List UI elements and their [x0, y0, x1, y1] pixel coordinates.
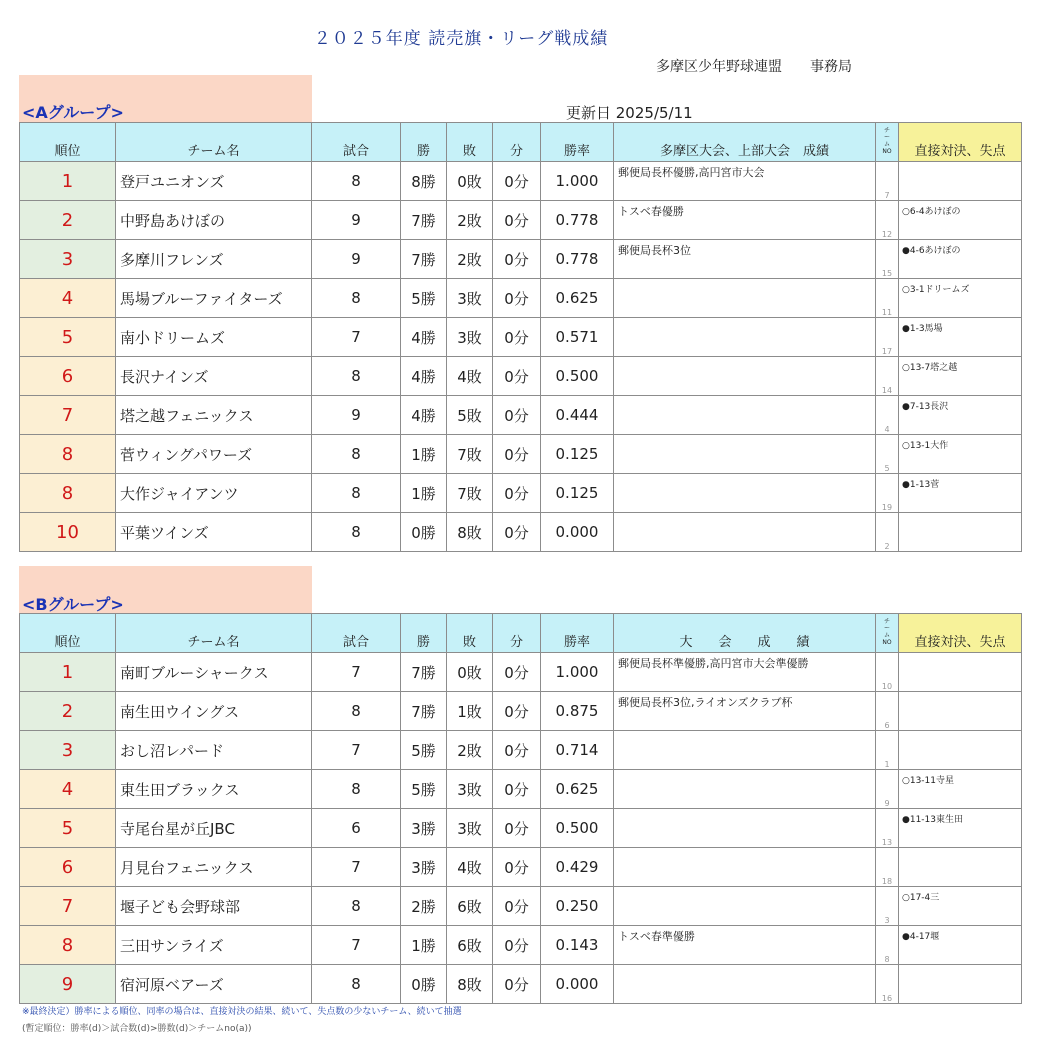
results-cell: 郵便局長杯優勝,高円宮市大会 — [614, 162, 876, 201]
rank-cell: 2 — [20, 692, 116, 731]
games-cell: 8 — [312, 357, 401, 396]
loss-header: 敗 — [447, 614, 493, 653]
table-row — [20, 357, 1022, 396]
win-cell: 5勝 — [401, 731, 447, 770]
team-cell: おし沼レパード — [116, 731, 312, 770]
table-row — [20, 731, 1022, 770]
group-a-label: <Aグループ> — [22, 103, 124, 122]
loss-cell: 3敗 — [447, 279, 493, 318]
games-cell: 8 — [312, 513, 401, 552]
loss-cell: 8敗 — [447, 965, 493, 1004]
table-row — [20, 201, 1022, 240]
pct-header: 勝率 — [541, 123, 614, 162]
games-cell: 7 — [312, 848, 401, 887]
pct-cell: 1.000 — [541, 653, 614, 692]
games-cell: 8 — [312, 474, 401, 513]
no-cell: 14 — [876, 357, 899, 396]
pct-cell: 0.000 — [541, 965, 614, 1004]
loss-cell: 4敗 — [447, 357, 493, 396]
no-cell: 7 — [876, 162, 899, 201]
no-cell: 6 — [876, 692, 899, 731]
table-row — [20, 887, 1022, 926]
pct-cell: 0.571 — [541, 318, 614, 357]
team-cell: 多摩川フレンズ — [116, 240, 312, 279]
draw-cell: 0分 — [493, 318, 541, 357]
team-cell: 中野島あけぼの — [116, 201, 312, 240]
no-cell: 1 — [876, 731, 899, 770]
no-cell: 18 — [876, 848, 899, 887]
team-cell: 南町ブルーシャークス — [116, 653, 312, 692]
win-cell: 2勝 — [401, 887, 447, 926]
no-cell: 8 — [876, 926, 899, 965]
win-cell: 8勝 — [401, 162, 447, 201]
results-cell — [614, 318, 876, 357]
table-row — [20, 770, 1022, 809]
rank-cell: 1 — [20, 653, 116, 692]
pct-cell: 1.000 — [541, 162, 614, 201]
draw-cell: 0分 — [493, 357, 541, 396]
no-cell: 17 — [876, 318, 899, 357]
win-cell: 4勝 — [401, 318, 447, 357]
rank-cell: 7 — [20, 396, 116, 435]
group-a-table — [19, 122, 1022, 552]
team-header: チーム名 — [116, 123, 312, 162]
pct-cell: 0.125 — [541, 435, 614, 474]
draw-cell: 0分 — [493, 692, 541, 731]
results-cell — [614, 435, 876, 474]
head-to-head-cell — [899, 965, 1022, 1004]
games-cell: 8 — [312, 279, 401, 318]
page-title: ２０２５年度 読売旗・リーグ戦成績 — [313, 29, 609, 49]
win-cell: 4勝 — [401, 357, 447, 396]
head-to-head-cell — [899, 513, 1022, 552]
games-cell: 8 — [312, 965, 401, 1004]
team-cell: 南小ドリームズ — [116, 318, 312, 357]
pct-cell: 0.500 — [541, 357, 614, 396]
team-cell: 菅ウィングパワーズ — [116, 435, 312, 474]
pct-header: 勝率 — [541, 614, 614, 653]
draw-cell: 0分 — [493, 848, 541, 887]
win-cell: 7勝 — [401, 201, 447, 240]
draw-cell: 0分 — [493, 279, 541, 318]
no-cell: 13 — [876, 809, 899, 848]
draw-cell: 0分 — [493, 653, 541, 692]
no-cell: 11 — [876, 279, 899, 318]
loss-cell: 8敗 — [447, 513, 493, 552]
group-b-table — [19, 613, 1022, 1004]
head-to-head-cell: ●11-13東生田 — [899, 809, 1022, 848]
head-to-head-cell — [899, 731, 1022, 770]
loss-cell: 5敗 — [447, 396, 493, 435]
results-cell — [614, 770, 876, 809]
games-cell: 7 — [312, 731, 401, 770]
draw-cell: 0分 — [493, 770, 541, 809]
win-cell: 5勝 — [401, 279, 447, 318]
pct-cell: 0.625 — [541, 770, 614, 809]
draw-cell: 0分 — [493, 965, 541, 1004]
draw-cell: 0分 — [493, 201, 541, 240]
organization-name: 多摩区少年野球連盟 事務局 — [656, 59, 852, 75]
results-header: 多摩区大会、上部大会 成績 — [614, 123, 876, 162]
draw-header: 分 — [493, 123, 541, 162]
loss-cell: 0敗 — [447, 653, 493, 692]
table-row — [20, 653, 1022, 692]
table-header-row — [20, 123, 1022, 162]
no-cell: 10 — [876, 653, 899, 692]
team-cell: 南生田ウイングス — [116, 692, 312, 731]
head-to-head-cell: ●1-3馬場 — [899, 318, 1022, 357]
win-cell: 5勝 — [401, 770, 447, 809]
games-header: 試合 — [312, 614, 401, 653]
rank-cell: 5 — [20, 809, 116, 848]
results-cell — [614, 809, 876, 848]
table-row — [20, 162, 1022, 201]
draw-cell: 0分 — [493, 809, 541, 848]
loss-cell: 3敗 — [447, 318, 493, 357]
no-cell: 5 — [876, 435, 899, 474]
draw-cell: 0分 — [493, 396, 541, 435]
pct-cell: 0.444 — [541, 396, 614, 435]
loss-cell: 7敗 — [447, 474, 493, 513]
table-row — [20, 965, 1022, 1004]
win-cell: 7勝 — [401, 692, 447, 731]
head-to-head-cell: ○13-11寺星 — [899, 770, 1022, 809]
team-cell: 登戸ユニオンズ — [116, 162, 312, 201]
draw-cell: 0分 — [493, 926, 541, 965]
pct-cell: 0.500 — [541, 809, 614, 848]
no-cell: 4 — [876, 396, 899, 435]
pct-cell: 0.778 — [541, 201, 614, 240]
games-cell: 7 — [312, 318, 401, 357]
results-cell — [614, 965, 876, 1004]
loss-cell: 0敗 — [447, 162, 493, 201]
games-cell: 8 — [312, 770, 401, 809]
head-to-head-cell: ●4-17堰 — [899, 926, 1022, 965]
results-header: 大 会 成 績 — [614, 614, 876, 653]
group-b-label: <Bグループ> — [22, 595, 124, 614]
no-cell: 2 — [876, 513, 899, 552]
pct-cell: 0.778 — [541, 240, 614, 279]
win-cell: 1勝 — [401, 474, 447, 513]
pct-cell: 0.625 — [541, 279, 614, 318]
head-to-head-cell — [899, 653, 1022, 692]
loss-cell: 3敗 — [447, 809, 493, 848]
head-to-head-cell — [899, 692, 1022, 731]
games-cell: 9 — [312, 396, 401, 435]
head-to-head-cell: ○13-1大作 — [899, 435, 1022, 474]
head-to-head-cell — [899, 162, 1022, 201]
games-cell: 9 — [312, 201, 401, 240]
head-to-head-cell: ●4-6あけぼの — [899, 240, 1022, 279]
games-cell: 8 — [312, 887, 401, 926]
team-cell: 月見台フェニックス — [116, 848, 312, 887]
win-cell: 1勝 — [401, 926, 447, 965]
draw-cell: 0分 — [493, 887, 541, 926]
rank-cell: 5 — [20, 318, 116, 357]
table-row — [20, 513, 1022, 552]
win-header: 勝 — [401, 123, 447, 162]
rank-cell: 10 — [20, 513, 116, 552]
team-cell: 東生田ブラックス — [116, 770, 312, 809]
footnote-provisional: (暫定順位：勝率(d)＞試合数(d)>勝数(d)＞チームno(a)) — [22, 1024, 252, 1034]
table-row — [20, 809, 1022, 848]
pct-cell: 0.875 — [541, 692, 614, 731]
win-cell: 7勝 — [401, 653, 447, 692]
head-to-head-header: 直接対決、失点 — [899, 123, 1022, 162]
head-to-head-cell: ○3-1ドリームズ — [899, 279, 1022, 318]
head-to-head-cell — [899, 848, 1022, 887]
loss-cell: 3敗 — [447, 770, 493, 809]
rank-header: 順位 — [20, 123, 116, 162]
team-cell: 長沢ナインズ — [116, 357, 312, 396]
team-cell: 堰子ども会野球部 — [116, 887, 312, 926]
rank-cell: 3 — [20, 731, 116, 770]
rank-cell: 8 — [20, 435, 116, 474]
loss-cell: 7敗 — [447, 435, 493, 474]
results-cell: 郵便局長杯3位 — [614, 240, 876, 279]
loss-cell: 6敗 — [447, 887, 493, 926]
pct-cell: 0.125 — [541, 474, 614, 513]
draw-cell: 0分 — [493, 513, 541, 552]
table-row — [20, 435, 1022, 474]
games-cell: 6 — [312, 809, 401, 848]
team-cell: 平葉ツインズ — [116, 513, 312, 552]
loss-cell: 6敗 — [447, 926, 493, 965]
rank-cell: 1 — [20, 162, 116, 201]
win-cell: 4勝 — [401, 396, 447, 435]
games-cell: 7 — [312, 926, 401, 965]
head-to-head-cell: ○6-4あけぼの — [899, 201, 1022, 240]
games-cell: 9 — [312, 240, 401, 279]
draw-cell: 0分 — [493, 162, 541, 201]
loss-cell: 1敗 — [447, 692, 493, 731]
games-cell: 7 — [312, 653, 401, 692]
head-to-head-cell: ●7-13長沢 — [899, 396, 1022, 435]
loss-cell: 2敗 — [447, 731, 493, 770]
table-row — [20, 474, 1022, 513]
no-cell: 3 — [876, 887, 899, 926]
rank-cell: 9 — [20, 965, 116, 1004]
table-row — [20, 279, 1022, 318]
rank-cell: 8 — [20, 926, 116, 965]
results-cell — [614, 357, 876, 396]
rank-cell: 4 — [20, 279, 116, 318]
results-cell — [614, 396, 876, 435]
results-cell — [614, 848, 876, 887]
table-row — [20, 396, 1022, 435]
rank-cell: 8 — [20, 474, 116, 513]
rank-cell: 2 — [20, 201, 116, 240]
team-cell: 三田サンライズ — [116, 926, 312, 965]
no-cell: 15 — [876, 240, 899, 279]
results-cell — [614, 279, 876, 318]
games-cell: 8 — [312, 692, 401, 731]
pct-cell: 0.143 — [541, 926, 614, 965]
team-no-header: チ ー ム NO — [876, 123, 899, 162]
win-cell: 7勝 — [401, 240, 447, 279]
no-cell: 9 — [876, 770, 899, 809]
draw-cell: 0分 — [493, 474, 541, 513]
table-row — [20, 926, 1022, 965]
updated-date: 更新日 2025/5/11 — [566, 104, 693, 122]
win-cell: 3勝 — [401, 809, 447, 848]
draw-header: 分 — [493, 614, 541, 653]
results-cell — [614, 474, 876, 513]
no-cell: 16 — [876, 965, 899, 1004]
pct-cell: 0.250 — [541, 887, 614, 926]
results-cell — [614, 887, 876, 926]
team-header: チーム名 — [116, 614, 312, 653]
loss-cell: 4敗 — [447, 848, 493, 887]
games-header: 試合 — [312, 123, 401, 162]
results-cell — [614, 731, 876, 770]
head-to-head-cell: ●1-13菅 — [899, 474, 1022, 513]
table-row — [20, 240, 1022, 279]
games-cell: 8 — [312, 162, 401, 201]
head-to-head-header: 直接対決、失点 — [899, 614, 1022, 653]
head-to-head-cell: ○17-4三 — [899, 887, 1022, 926]
win-cell: 0勝 — [401, 965, 447, 1004]
head-to-head-cell: ○13-7塔之越 — [899, 357, 1022, 396]
team-cell: 大作ジャイアンツ — [116, 474, 312, 513]
rank-cell: 4 — [20, 770, 116, 809]
rank-cell: 7 — [20, 887, 116, 926]
win-header: 勝 — [401, 614, 447, 653]
team-cell: 馬場ブルーファイターズ — [116, 279, 312, 318]
team-cell: 寺尾台星が丘JBC — [116, 809, 312, 848]
team-cell: 宿河原ベアーズ — [116, 965, 312, 1004]
table-row — [20, 848, 1022, 887]
results-cell: 郵便局長杯3位,ライオンズクラブ杯 — [614, 692, 876, 731]
win-cell: 3勝 — [401, 848, 447, 887]
no-cell: 12 — [876, 201, 899, 240]
win-cell: 1勝 — [401, 435, 447, 474]
results-cell — [614, 513, 876, 552]
pct-cell: 0.429 — [541, 848, 614, 887]
table-header-row — [20, 614, 1022, 653]
team-no-header: チ ー ム NO — [876, 614, 899, 653]
footnote-rule: ※最終決定）勝率による順位、同率の場合は、直接対決の結果、続いて、失点数の少ないチーム、続いて抽選 — [22, 1007, 462, 1017]
loss-cell: 2敗 — [447, 201, 493, 240]
win-cell: 0勝 — [401, 513, 447, 552]
loss-header: 敗 — [447, 123, 493, 162]
table-row — [20, 318, 1022, 357]
table-row — [20, 692, 1022, 731]
pct-cell: 0.000 — [541, 513, 614, 552]
rank-cell: 6 — [20, 357, 116, 396]
results-cell: トスベ春準優勝 — [614, 926, 876, 965]
draw-cell: 0分 — [493, 731, 541, 770]
no-cell: 19 — [876, 474, 899, 513]
loss-cell: 2敗 — [447, 240, 493, 279]
games-cell: 8 — [312, 435, 401, 474]
rank-header: 順位 — [20, 614, 116, 653]
rank-cell: 6 — [20, 848, 116, 887]
draw-cell: 0分 — [493, 435, 541, 474]
results-cell: トスベ春優勝 — [614, 201, 876, 240]
rank-cell: 3 — [20, 240, 116, 279]
footnotes — [22, 1004, 462, 1038]
team-cell: 塔之越フェニックス — [116, 396, 312, 435]
draw-cell: 0分 — [493, 240, 541, 279]
results-cell: 郵便局長杯準優勝,高円宮市大会準優勝 — [614, 653, 876, 692]
pct-cell: 0.714 — [541, 731, 614, 770]
